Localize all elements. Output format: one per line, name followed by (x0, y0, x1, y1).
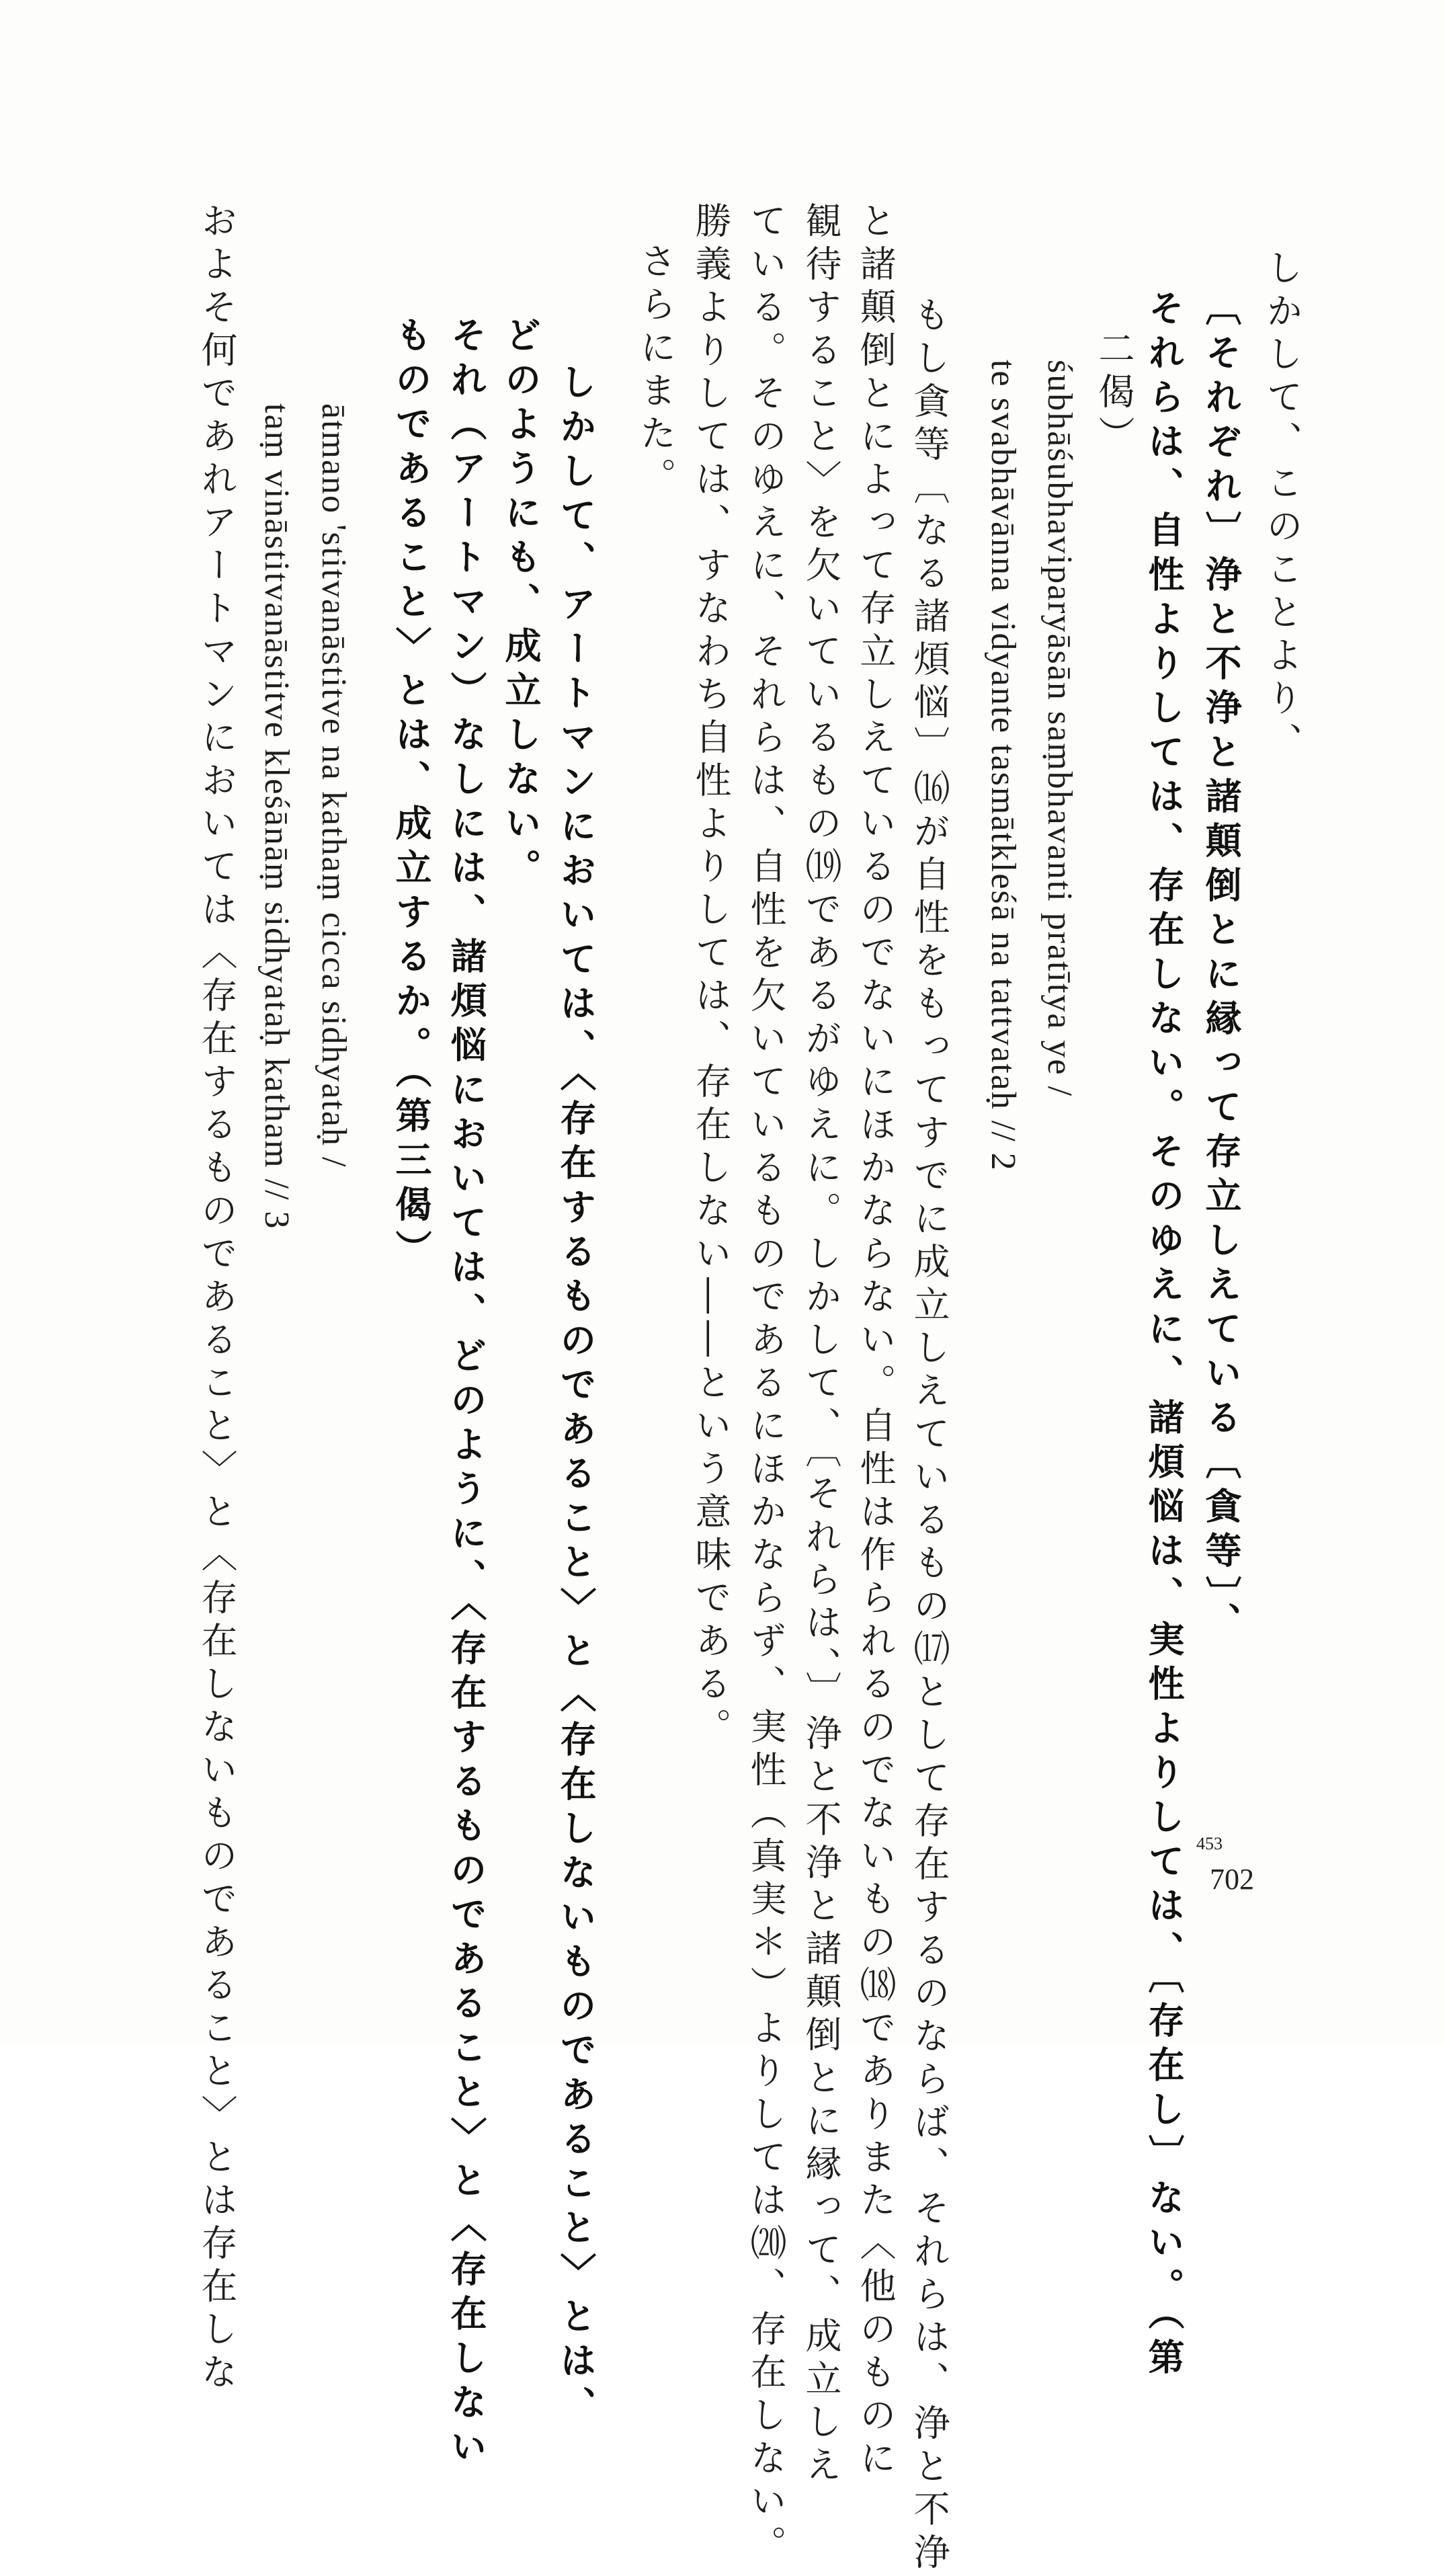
text-line-19: およそ何であれアートマンにおいては〈存在するものであること〉と〈存在しないものであること〉とは存在しな (196, 202, 238, 2396)
text-line-10: ている。そのゆえに、それらは、自性を欠いているものであるにほかならず、実性（真実＊）よりしては⒇、存在しない。 (745, 202, 787, 2568)
text-line-2: 〔それぞれ〕浄と不浄と諸顛倒とに縁って存立しえている〔貪等〕、 (1200, 289, 1243, 1646)
text-line-1: しかして、このことより、 (1261, 249, 1303, 765)
text-line-14: どのようにも、成立しない。 (499, 316, 542, 893)
text-line-9: 観待すること〉を欠いているもの⒆であるがゆえに。しかして、〔それらは、〕浄と不浄と諸顛倒とに縁って、成立しえ (800, 202, 842, 2489)
sanskrit-verse-2b: te svabhāvānna vidyante tasmātkleśā na tattvataḥ // 2 (984, 360, 1022, 1172)
text-line-13: しかして、アートマンにおいては、〈存在するものであること〉と〈存在しないものであること〉とは、 (554, 363, 597, 2430)
text-line-8: と諸顛倒とによって存立しえているのでないにほかならない。自性は作られるのでないもの⒅でありまた〈他のものに (854, 202, 897, 2482)
sanskrit-verse-3a: ātmano 'stitvanāstitve na kathaṃ cicca sidhyataḥ / (315, 403, 353, 1168)
text-line-15: それ（アートマン）なしには、諸煩悩においては、どのように、〈存在するものであること〉と〈存在しない (445, 316, 488, 2472)
folio-number: 702 (1210, 1863, 1254, 1896)
text-line-4: 二偈） (1093, 329, 1135, 458)
text-line-3: それらは、自性よりしては、存在しない。そのゆえに、諸煩悩は、実性よりしては、〔存在し〕ない。（第 (1143, 289, 1186, 2382)
sanskrit-verse-3b: taṃ vināstitvanāstitve kleśānāṃ sidhyataḥ katham // 3 (257, 403, 296, 1230)
folio-small: 453 (1196, 1834, 1223, 1853)
text-line-12: さらにまた。 (634, 242, 677, 500)
text-line-7: もし貪等〔なる諸煩悩〕⒃が自性をもってすでに成立しえているもの⒄として存在するのならば、それらは、浄と不浄 (908, 296, 950, 2576)
text-line-11: 勝義よりしては、すなわち自性よりしては、存在しない――という意味である。 (690, 202, 732, 1750)
text-line-16: ものであること〉とは、成立するか。（第三偈） (390, 316, 433, 1274)
sanskrit-verse-2a: śubhāśubhaviparyāsān saṃbhavanti pratītya ye / (1040, 360, 1079, 1098)
